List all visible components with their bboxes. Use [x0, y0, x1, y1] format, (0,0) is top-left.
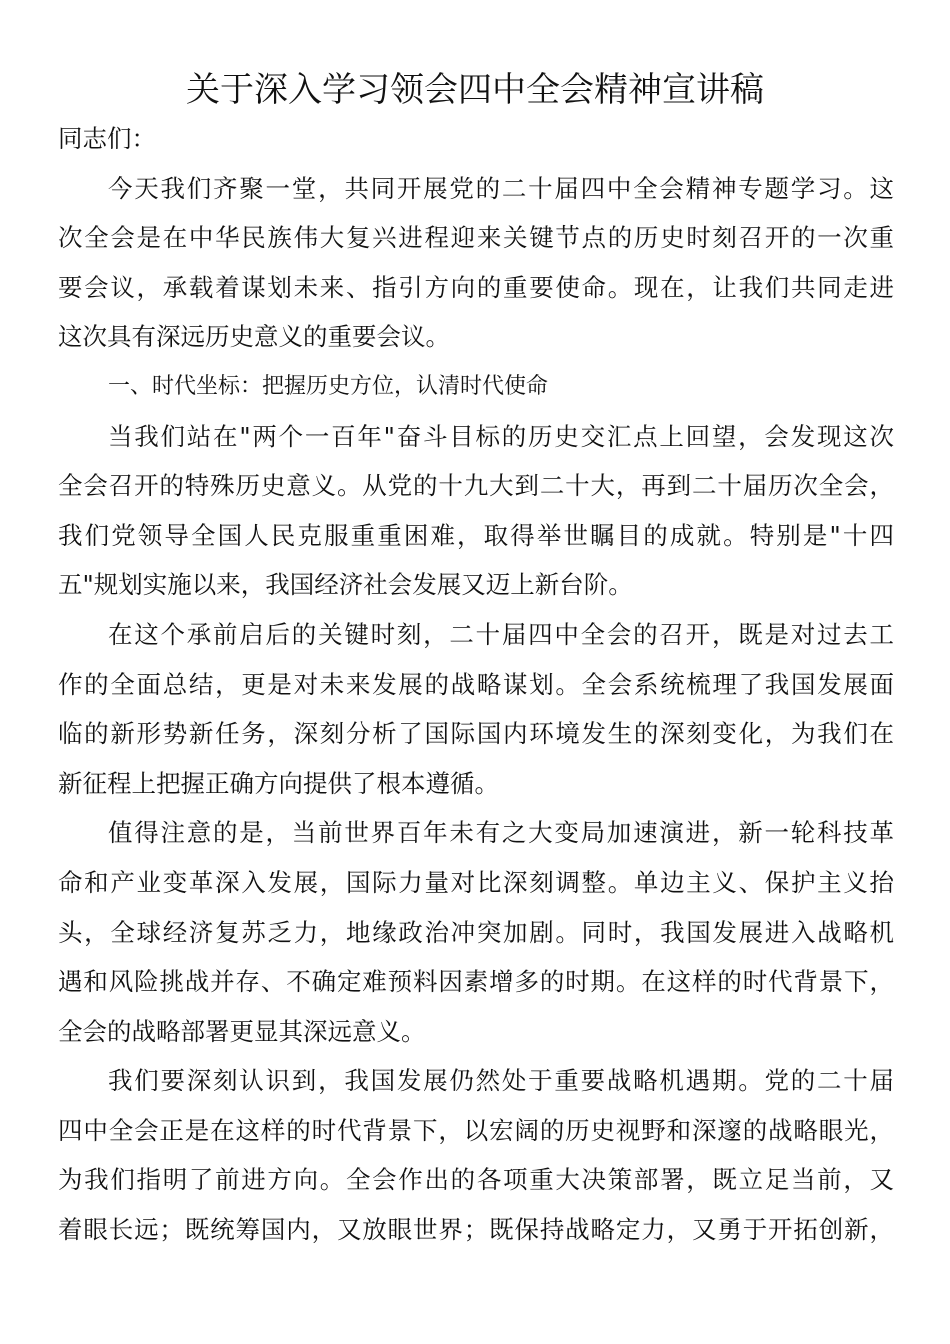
salutation: 同志们：: [58, 124, 156, 153]
paragraph: [58, 164, 894, 362]
text-line: 今天我们齐聚一堂，共同开展党的二十届四中全会精神专题学习。这: [108, 173, 894, 203]
section-heading: [58, 362, 894, 412]
text-line: 新征程上把握正确方向提供了根本遵循。: [58, 768, 499, 798]
paragraph: [58, 1056, 894, 1254]
text-line: 头，全球经济复苏乏力，地缘政治冲突加剧。同时，我国发展进入战略机: [58, 917, 894, 947]
paragraph: [58, 808, 894, 1056]
text-line: 次全会是在中华民族伟大复兴进程迎来关键节点的历史时刻召开的一次重: [58, 223, 894, 253]
text-line: 五"规划实施以来，我国经济社会发展又迈上新台阶。: [58, 570, 633, 600]
text-line: 着眼长远；既统筹国内，又放眼世界；既保持战略定力，又勇于开拓创新，: [58, 1215, 894, 1245]
text-line: 值得注意的是，当前世界百年未有之大变局加速演进，新一轮科技革: [108, 818, 894, 848]
text-line: 命和产业变革深入发展，国际力量对比深刻调整。单边主义、保护主义抬: [58, 867, 894, 897]
paragraph: [58, 610, 894, 808]
text-line: 要会议，承载着谋划未来、指引方向的重要使命。现在，让我们共同走进: [58, 272, 894, 302]
text-line: 临的新形势新任务，深刻分析了国际国内环境发生的深刻变化，为我们在: [58, 719, 894, 749]
text-line: 遇和风险挑战并存、不确定难预料因素增多的时期。在这样的时代背景下，: [58, 967, 894, 997]
text-line: 全会的战略部署更显其深远意义。: [58, 1016, 426, 1046]
text-line: 我们党领导全国人民克服重重困难，取得举世瞩目的成就。特别是"十四: [58, 520, 894, 550]
text-line: 一、时代坐标：把握历史方位，认清时代使命: [108, 373, 549, 399]
text-line: 在这个承前启后的关键时刻，二十届四中全会的召开，既是对过去工: [108, 619, 894, 649]
paragraph: [58, 412, 894, 610]
text-line: 当我们站在"两个一百年"奋斗目标的历史交汇点上回望，会发现这次: [108, 421, 894, 451]
text-line: 四中全会正是在这样的时代背景下，以宏阔的历史视野和深邃的战略眼光，: [58, 1115, 894, 1145]
document-body: [58, 114, 894, 1255]
text-line: 为我们指明了前进方向。全会作出的各项重大决策部署，既立足当前，又: [58, 1165, 894, 1195]
text-line: 这次具有深远历史意义的重要会议。: [58, 322, 450, 352]
text-line: 我们要深刻认识到，我国发展仍然处于重要战略机遇期。党的二十届: [108, 1066, 894, 1096]
document-title: 关于深入学习领会四中全会精神宣讲稿: [186, 70, 764, 110]
paragraphs: [58, 164, 894, 1255]
text-line: 作的全面总结，更是对未来发展的战略谋划。全会系统梳理了我国发展面: [58, 669, 894, 699]
text-line: 全会召开的特殊历史意义。从党的十九大到二十大，再到二十届历次全会，: [58, 471, 894, 501]
